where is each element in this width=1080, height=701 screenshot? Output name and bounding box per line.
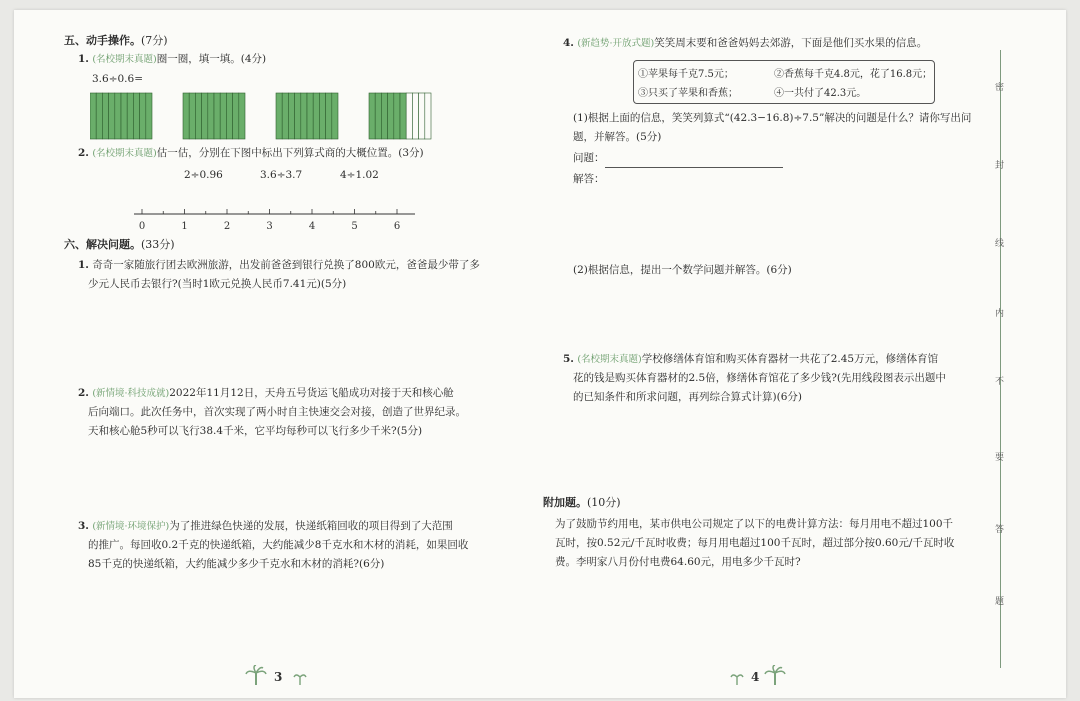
question-text: 估一估，分别在下图中标出下列算式商的大概位置。(3分) [156, 147, 424, 159]
fruit-info-box [633, 60, 935, 104]
extra-title: 附加题。 [543, 496, 587, 509]
number-line-label: 2 [223, 221, 231, 232]
answer-blank[interactable] [605, 156, 783, 168]
info-item: ④一共付了42.3元。 [774, 88, 867, 99]
problem-text: 少元人民币去银行?(当时1欧元兑换人民币7.41元)(5分) [88, 278, 347, 290]
question-text: 题，并解答。(5分) [573, 131, 662, 143]
question-text: 笑笑周末要和爸爸妈妈去郊游，下面是他们买水果的信息。 [654, 37, 928, 49]
answer-label: 解答： [573, 173, 605, 185]
problem-text: 奇奇一家随旅行团去欧洲旅游，出发前爸爸到银行兑换了800欧元，爸爸最少带了多 [92, 259, 480, 271]
question-number: 5. [563, 353, 574, 365]
problem-6-2 [78, 384, 466, 441]
problem-text: 天和核心舱5秒可以飞行38.4千米，它平均每秒可以飞行多少千米?(5分) [88, 425, 423, 437]
problem-text: 2022年11月12日，天舟五号货运飞船成功对接于天和核心舱 [169, 387, 454, 399]
page-number: 3 [274, 670, 283, 684]
estimate-expression: 4÷1.02 [340, 169, 379, 181]
problem-text: 瓦时，按0.52元/千瓦时收费；每月用电超过100千瓦时，超过部分按0.60元/千瓦时收 [555, 537, 955, 549]
question-number: 1. [78, 53, 89, 65]
binding-char: 要 [995, 453, 1005, 463]
info-item: ①苹果每千克7.5元； [638, 69, 734, 80]
problem-text: 费。李明家八月份付电费64.60元，用电多少千瓦时? [555, 556, 801, 568]
tenths-grid [90, 93, 152, 139]
tenths-grid [276, 93, 338, 139]
section-5-points: (7分) [141, 34, 168, 47]
info-item: ③只买了苹果和香蕉； [638, 88, 738, 99]
section-6-title: 六、解决问题。 [64, 238, 141, 251]
question-number: 4. [563, 37, 574, 49]
section-6-heading [64, 236, 175, 252]
question-tag: (名校期末真题) [92, 54, 157, 65]
problem-6-3 [78, 517, 468, 574]
question-number: 3. [78, 520, 89, 532]
binding-char: 答 [995, 525, 1005, 535]
binding-line [1000, 50, 1001, 668]
palm-tree-icon [244, 665, 314, 687]
section-6-points: (33分) [141, 238, 175, 251]
number-line-label: 5 [351, 221, 358, 232]
section-5-title: 五、动手操作。 [64, 34, 141, 47]
page-number: 4 [751, 670, 760, 684]
question-tag: (新情境·环境保护) [92, 521, 170, 532]
page-number-left [244, 665, 314, 687]
estimate-expression: 3.6÷3.7 [260, 169, 303, 181]
question-text: (1)根据上面的信息，笑笑列算式“(42.3−16.8)÷7.5”解决的问题是什么？请你写出问 [573, 112, 972, 124]
question-number: 1. [78, 259, 89, 271]
binding-char: 题 [995, 597, 1005, 607]
page-number-right [729, 665, 799, 687]
tenths-grid [369, 93, 431, 139]
number-line-label: 4 [308, 221, 316, 232]
palm-tree-icon [729, 665, 799, 687]
question-4-part-1 [573, 109, 971, 147]
binding-char: 线 [995, 239, 1005, 249]
problem-text: 为了推进绿色快递的发展，快递纸箱回收的项目得到了大范围 [169, 520, 453, 532]
extra-points: (10分) [587, 496, 621, 509]
question-text: 圈一圈，填一填。(4分) [156, 53, 267, 65]
question-number: 2. [78, 387, 89, 399]
question-tag: (新趋势·开放式题) [577, 38, 655, 49]
binding-char: 内 [995, 309, 1005, 319]
question-tag: (新情境·科技成就) [92, 388, 170, 399]
extra-heading [543, 494, 621, 510]
problem-5 [563, 350, 946, 407]
question-number: 2. [78, 147, 89, 159]
problem-text: 为了鼓励节约用电，某市供电公司规定了以下的电费计算方法：每月用电不超过100千 [555, 518, 954, 530]
decimal-grids [90, 92, 435, 140]
problem-text: 的推广。每回收0.2千克的快递纸箱，大约能减少8千克水和木材的消耗，如果回收 [88, 539, 469, 551]
problem-text: 后向端口。此次任务中，首次实现了两小时自主快速交会对接，创造了世界纪录。 [88, 406, 466, 418]
extra-problem [555, 515, 954, 572]
section-5-heading [64, 32, 168, 48]
binding-char: 封 [995, 161, 1005, 171]
number-line [134, 206, 434, 234]
number-line-label: 0 [138, 221, 146, 232]
number-line-label: 1 [181, 221, 188, 232]
question-5-1 [78, 50, 266, 69]
question-label: 问题： [573, 152, 605, 164]
binding-char: 不 [995, 377, 1005, 387]
question-4 [563, 34, 927, 53]
problem-text: 学校修缮体育馆和购买体育器材一共花了2.45万元，修缮体育馆 [641, 353, 939, 365]
question-4-part-2: (2)根据信息，提出一个数学问题并解答。(6分) [573, 264, 792, 276]
exam-sheet [14, 10, 1066, 698]
number-line-label: 3 [266, 221, 273, 232]
problem-text: 花的钱是购买体育器材的2.5倍，修缮体育馆花了多少钱?(先用线段图表示出题中 [573, 372, 946, 384]
problem-6-1 [78, 256, 480, 294]
info-item: ②香蕉每千克4.8元，花了16.8元； [774, 69, 933, 80]
problem-text: 的已知条件和所求问题，再列综合算式计算)(6分) [573, 391, 802, 403]
question-tag: (名校期末真题) [577, 354, 642, 365]
binding-char: 密 [995, 83, 1005, 93]
division-expression: 3.6÷0.6= [92, 73, 143, 85]
question-line [573, 149, 783, 168]
tenths-grid [183, 93, 245, 139]
problem-text: 85千克的快递纸箱，大约能减少多少千克水和木材的消耗?(6分) [88, 558, 385, 570]
question-tag: (名校期末真题) [92, 148, 157, 159]
number-line-label: 6 [393, 221, 401, 232]
question-5-2 [78, 144, 424, 163]
estimate-expression: 2÷0.96 [184, 169, 223, 181]
